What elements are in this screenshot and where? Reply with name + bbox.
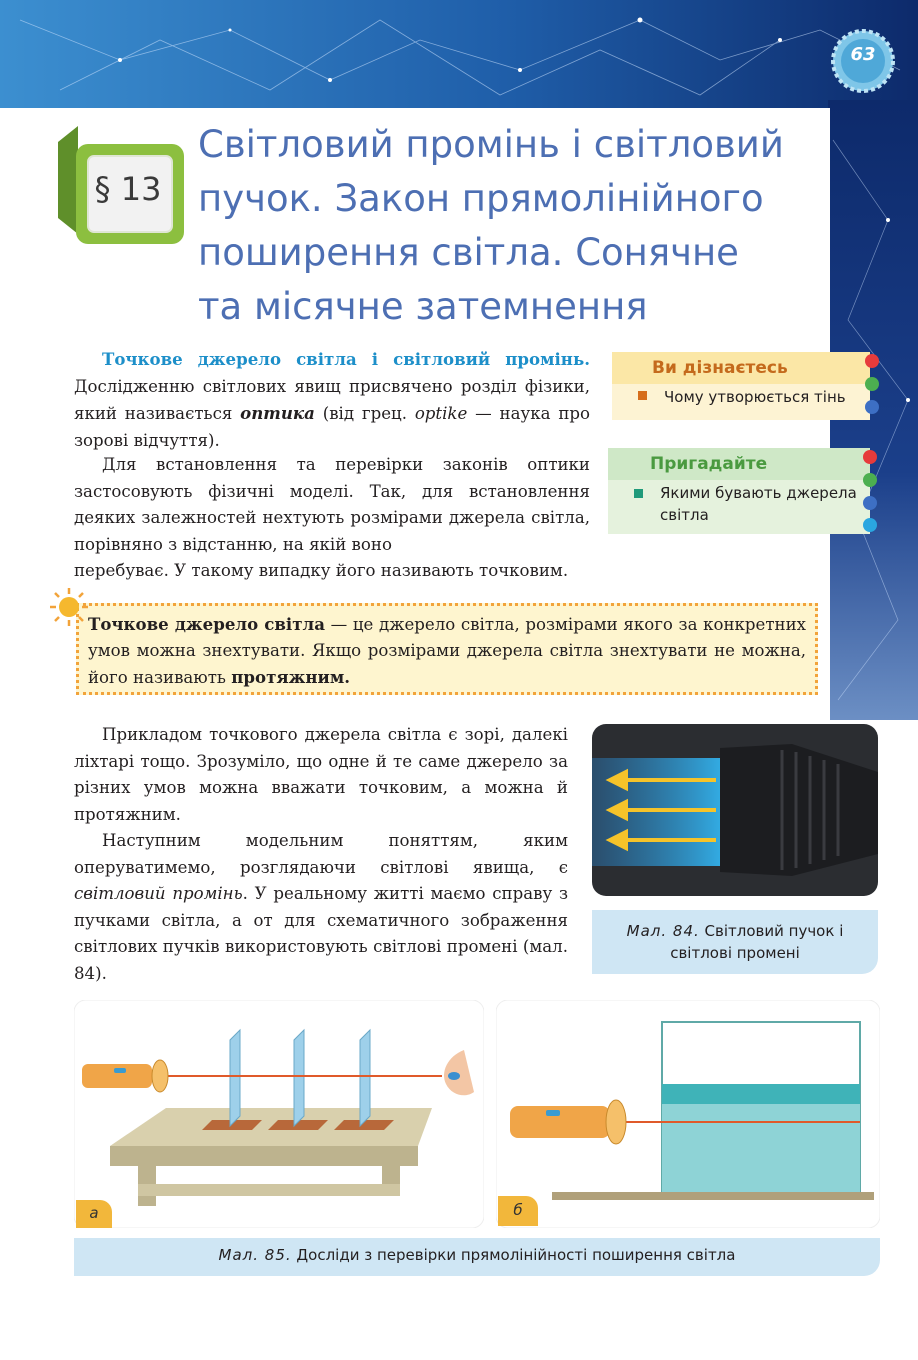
paragraph-models-last-line: перебуває. У такому випадку його називають точковим. (74, 561, 569, 580)
sun-icon (48, 586, 90, 628)
term-point-source: Точкове джерело світла (88, 614, 325, 634)
figure-label: Мал. 84. (626, 922, 700, 940)
paragraph-models: Для встановлення та перевірки законів оптики застосовують фізичні моделі. Так, для встановлення деяких залежностей нехтують розмірами джерела світла, порівняно з відстанню, на якій воно (74, 455, 590, 554)
recall-box-item: Якими бувають джерела світла (660, 484, 857, 524)
title-line: поширення світла. Сонячне (198, 231, 739, 274)
term-light-ray: світловий промінь (74, 884, 243, 903)
page-title (198, 118, 818, 334)
title-line: Світловий промінь і світловий (198, 123, 784, 166)
figure-label: Мал. 85. (218, 1246, 292, 1264)
figure-84-flashlight-beam (592, 724, 878, 896)
term-extended-source: протяжним. (231, 667, 351, 687)
figure-85a-screens-experiment (74, 1000, 484, 1228)
bullet-icon (634, 489, 643, 498)
title-line: пучок. Закон прямолінійного (198, 177, 764, 220)
figure-85-caption: Мал. 85. Досліди з перевірки прямолінійності поширення світла (218, 1246, 736, 1264)
paragraph-ray: Прикладом точкового джерела світла є зорі, далекі ліхтарі тощо. Зрозуміло, що одне й те саме джерело за різних умов можна вважати точковим, а можна й протяжним. Наступним модельним поняттям, яким оперуватимемо, розглядаючи світлові явища, є світловий промінь. У реальному житті маємо справу з пучками світла, а от для схематичного зображення світлових пучків використовують світлові промені (мал. 84). (74, 725, 568, 983)
subheading: Точкове джерело світла і світловий промінь. (102, 349, 590, 369)
decorative-dots-icon (860, 448, 880, 534)
decorative-dots-icon (862, 352, 882, 418)
space-header-background (0, 0, 918, 110)
recall-box-title: Пригадайте (650, 454, 768, 474)
figure-84-caption: Мал. 84. Світловий пучок і світлові промені (626, 922, 844, 962)
figure-tag-a-label: а (89, 1204, 99, 1222)
figure-85b-water-tank-experiment (496, 1000, 880, 1228)
definition-text: Точкове джерело світла — це джерело світла, розмірами якого за конкретних умов можна знехтувати. Якщо розмірами джерела світла знехтувати не можна, його називають протяжним. (88, 614, 806, 687)
term-optics: оптика (240, 403, 315, 423)
learn-box-item: Чому утворюється тінь (664, 388, 846, 406)
learn-box-title: Ви дізнаєтесь (652, 358, 788, 378)
title-line: та місячне затемнення (198, 285, 648, 328)
bullet-icon (638, 391, 647, 400)
page-number: 63 (850, 44, 876, 65)
figure-tag-b-label: б (513, 1201, 523, 1219)
section-number: § 13 (94, 170, 162, 208)
paragraph-optics: Точкове джерело світла і світловий промінь. Дослідженню світлових явищ присвячено розділ фізики, який називається оптика (від грец. optike — наука про зорові відчуття). (74, 349, 590, 450)
